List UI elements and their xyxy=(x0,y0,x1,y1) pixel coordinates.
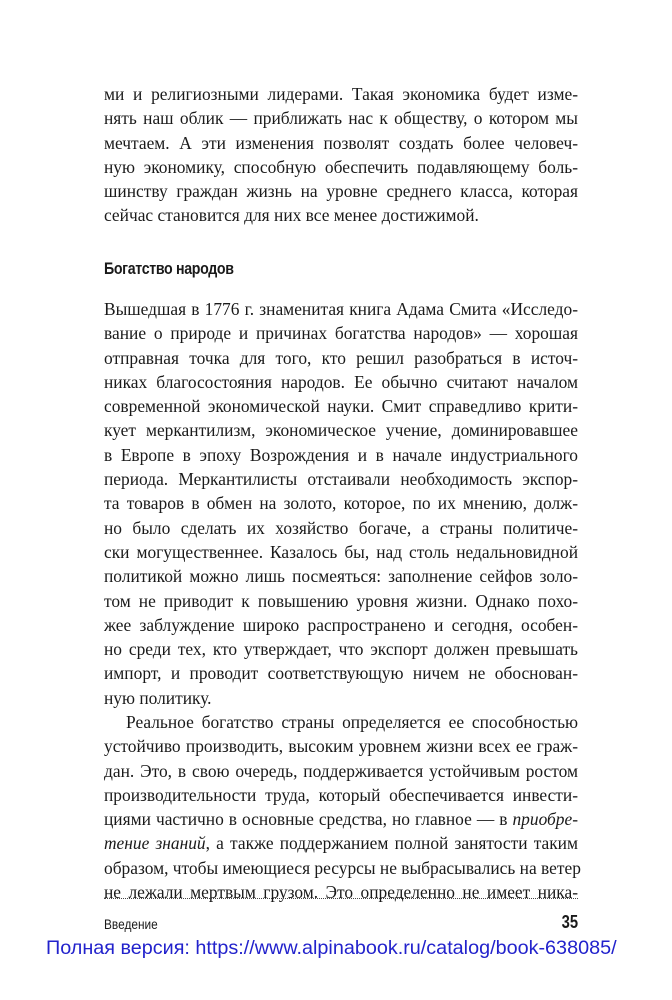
text-line: в Европе в эпоху Возрождения и в начале индустриального xyxy=(104,444,578,465)
italic-term: приобре- xyxy=(512,809,578,830)
text-line: политикой можно лишь посмеяться: заполнение сейфов золо- xyxy=(104,566,578,587)
text-line: мечтаем. А эти изменения позволят создать более человеч- xyxy=(104,132,578,153)
text-line: ми и религиозными лидерами. Такая экономика будет изме- xyxy=(104,84,578,104)
text-line: ную политику. xyxy=(104,687,212,708)
text-line: ную экономику, способную обеспечить подавляющему боль- xyxy=(104,156,578,177)
text-line: не лежали мертвым грузом. Это определенно не имеет ника- xyxy=(104,882,578,903)
text-line: Реальное богатство страны определяется ее способностью xyxy=(126,712,578,732)
text-line: жее заблуждение широко распространено и сегодня, особен- xyxy=(104,614,578,635)
text-line: производительности труда, который обеспечивается инвести- xyxy=(104,784,578,805)
running-footer-title: Введение xyxy=(104,917,158,932)
text-line: образом, чтобы имеющиеся ресурсы не выбрасывались на ветер xyxy=(104,857,581,878)
text-line: нять наш облик — приближать нас к обществу, о котором мы xyxy=(104,108,578,129)
text-line: сейчас становится для них все менее достижимой. xyxy=(104,205,479,226)
text-line: но было сделать их хозяйство богаче, а страны политиче- xyxy=(104,517,578,538)
text-line: устойчиво производить, высоким уровнем жизни всех ее граж- xyxy=(104,736,578,757)
text-line: дан. Это, в свою очередь, поддерживается устойчивым ростом xyxy=(104,760,578,781)
text-line: Вышедшая в 1776 г. знаменитая книга Адама Смита «Исследо- xyxy=(104,299,578,319)
text-line: вание о природе и причинах богатства народов» — хорошая xyxy=(104,323,578,344)
paragraph-two xyxy=(104,710,581,904)
text-line: современной экономической науки. Смит справедливо крити- xyxy=(104,396,578,417)
text-line: шинству граждан жизнь на уровне среднего класса, которая xyxy=(104,181,578,202)
text-line xyxy=(104,831,578,855)
paragraph-top xyxy=(104,82,578,228)
full-version-link[interactable]: Полная версия: https://www.alpinabook.ru/catalog/book-638085/ xyxy=(46,937,617,959)
section-heading: Богатство народов xyxy=(104,260,234,278)
text-line: отправная точка для того, кто решил разобраться в источ- xyxy=(104,347,578,368)
page-number: 35 xyxy=(561,912,578,932)
text-line xyxy=(104,807,578,831)
footer-divider xyxy=(104,898,578,899)
text-segment: , а также поддержанием полной занятости таким xyxy=(205,833,578,854)
text-line: ски могущественнее. Казалось бы, над столь недальновидной xyxy=(104,541,578,562)
text-line: та товаров в обмен на золото, которое, по их мнению, долж- xyxy=(104,493,578,514)
text-line: кует меркантилизм, экономическое учение, доминировавшее xyxy=(104,420,578,441)
text-line: периода. Меркантилисты отстаивали необходимость экспор- xyxy=(104,469,578,490)
italic-term: тение знаний xyxy=(104,833,206,854)
paragraph-one xyxy=(104,297,578,710)
text-line: но среди тех, кто утверждает, что экспорт должен превышать xyxy=(104,639,578,660)
text-line: том не приводит к повышению уровня жизни. Однако похо- xyxy=(104,590,578,611)
text-segment: циями частично в основные средства, но главное — в xyxy=(104,809,513,830)
text-line: импорт, и проводит соответствующую ничем не обоснован- xyxy=(104,663,578,684)
text-line: никах благосостояния народов. Ее обычно считают началом xyxy=(104,371,578,392)
